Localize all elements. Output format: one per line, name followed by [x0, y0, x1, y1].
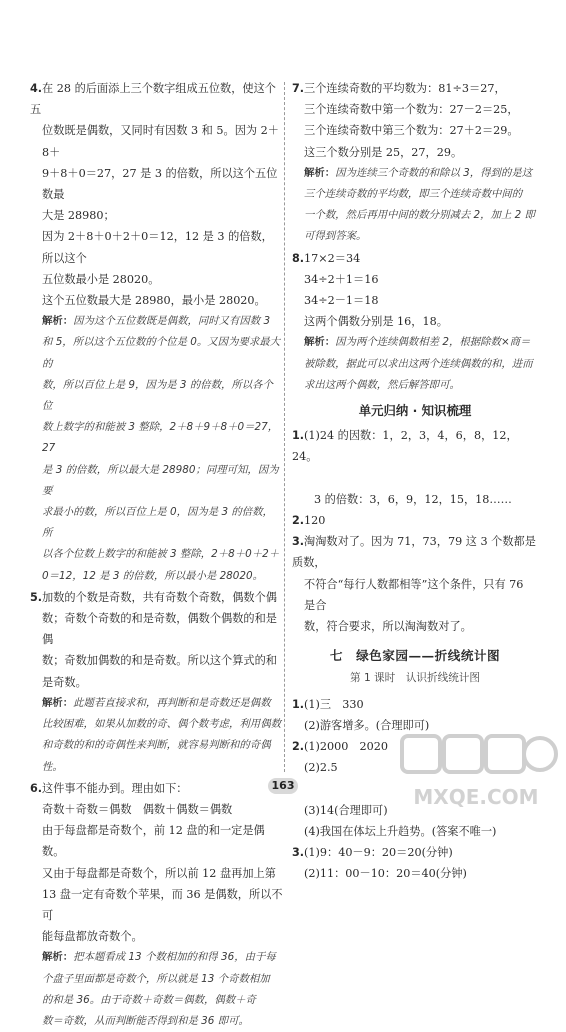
answer-line [292, 142, 538, 163]
line-text: (4)我国在体坛上升趋势。(答案不唯一) [304, 824, 497, 838]
answer-line [30, 269, 283, 290]
line-text: 17×2＝34 [304, 251, 361, 265]
line-text: 是奇数。 [42, 675, 87, 689]
line-text: 把本题看成 13 个数相加的和得 36，由于每 [73, 951, 276, 964]
unit-heading: 单元归纳 · 知识梳理 [358, 403, 472, 419]
line-text: 比较困难，如果从加数的奇、偶个数考虑，利用偶数 [42, 718, 281, 731]
answer-line [30, 226, 283, 268]
answer-line [30, 608, 283, 650]
answer-line [30, 820, 283, 862]
line-text: 这三个数分别是 25，27，29。 [304, 145, 463, 159]
answer-line [30, 650, 283, 671]
line-text: 的和是 36。由于奇数＋奇数＝偶数，偶数＋奇 [42, 993, 256, 1006]
answer-item [30, 778, 283, 799]
line-text: 加数的个数是奇数，共有奇数个奇数，偶数个偶 [42, 590, 277, 604]
analysis-line [30, 566, 283, 587]
answer-line [292, 863, 538, 884]
line-text: 此题若直接求和，再判断和是奇数还是偶数 [73, 696, 271, 709]
item-number: 3. [292, 535, 305, 549]
watermark-logo [394, 730, 560, 816]
line-text: 在 28 的后面添上三个数字组成五位数，使这个五 [30, 82, 276, 117]
line-text: (1)24 的因数：1，2，3，4，6，8，12，24。 [292, 429, 518, 464]
answer-item [292, 694, 538, 715]
analysis-label: 解析： [42, 696, 74, 709]
line-text: 以各个位数上数字的和能被 3 整除，2＋8＋0＋2＋ [42, 548, 280, 561]
line-text: 这个五位数最大是 28980，最小是 28020。 [42, 294, 266, 308]
line-text: 不符合“每行人数都相等”这个条件，只有 76 是合 [304, 577, 524, 612]
answer-item [292, 842, 538, 863]
answer-line [30, 205, 283, 226]
line-text: 可得到答案。 [304, 230, 367, 243]
line-text: 三个连续奇数的平均数，即三个连续奇数中间的 [304, 188, 523, 201]
line-text: 13 盘一定有奇数个苹果，而 36 是偶数，所以不可 [42, 887, 283, 922]
analysis-line [30, 460, 283, 502]
line-text: 又由于每盘都是奇数个，所以前 12 盘再加上第 [42, 866, 276, 880]
line-text: 9＋8＋0＝27，27 是 3 的倍数，所以这个五位数最 [42, 166, 278, 202]
line-text: 三个连续奇数的平均数为：81÷3＝27， [304, 82, 506, 95]
answer-item [30, 587, 283, 608]
line-text: 120 [304, 514, 326, 528]
line-text: (1)9：40－9：20＝20(分钟) [304, 846, 453, 860]
line-text: 因为连续三个奇数的和除以 3，得到的是这 [335, 166, 533, 179]
line-text: 和 5，所以这个五位数的个位是 0。又因为要求最大的 [42, 336, 281, 370]
line-text: (2)游客增多。(合理即可) [304, 718, 430, 732]
line-text: 由于每盘都是奇数个，前 12 盘的和一定是偶数。 [42, 824, 265, 859]
line-text: 数＝奇数，从而判断能否得到和是 36 即可。 [42, 1014, 249, 1027]
analysis-line [30, 990, 283, 1011]
line-text: 求出这两个偶数，然后解答即可。 [304, 378, 460, 391]
analysis-line [30, 544, 283, 565]
analysis-line [30, 693, 283, 714]
line-text: 是 3 的倍数，所以最大是 28980；同理可知，因为要 [42, 463, 279, 497]
analysis-line [292, 163, 538, 184]
analysis-label: 解析： [304, 166, 336, 179]
answer-item [292, 248, 538, 269]
lesson-heading: 第 1 课时 认识折线统计图 [349, 672, 480, 685]
line-text: 个盘子里面都是奇数个，所以就是 13 个奇数相加 [42, 972, 270, 985]
answer-line [30, 672, 283, 693]
answer-line [292, 311, 538, 332]
analysis-line [292, 184, 538, 205]
analysis-label: 解析： [42, 315, 74, 328]
line-text: 和奇数的和的奇偶性来判断，就容易判断和的奇偶性。 [42, 739, 271, 773]
analysis-line [30, 417, 283, 459]
answer-item [30, 78, 283, 120]
line-text: 34÷2＋1＝16 [304, 272, 379, 286]
answer-line [30, 799, 283, 820]
item-number: 1. [292, 429, 305, 443]
line-text: 因为两个连续偶数相差 2，根据除数×商＝ [335, 336, 531, 349]
line-text: 3 的倍数：3，6，9，12，15，18…… [314, 492, 512, 506]
line-text: 奇数＋奇数＝偶数 偶数＋偶数＝偶数 [42, 802, 233, 816]
answer-line [292, 290, 538, 311]
answer-item [292, 510, 538, 531]
line-text: (3)14(合理即可) [304, 803, 388, 817]
line-text: 这两个偶数分别是 16，18。 [304, 315, 448, 329]
analysis-line [292, 205, 538, 226]
analysis-line [30, 969, 283, 990]
line-text: (1)三 330 [304, 697, 364, 711]
answer-line [292, 574, 538, 616]
unit-summary-answers [292, 425, 538, 637]
item-number: 3. [292, 846, 305, 860]
line-text: 三个连续奇数中第一个数为：27－2＝25， [304, 103, 519, 117]
line-text: (1)2000 2020 [304, 740, 389, 754]
answer-line [30, 120, 283, 162]
watermark-text: MXQE.COM [413, 785, 539, 809]
page-number: 163 [268, 778, 298, 794]
answer-line [292, 99, 538, 120]
analysis-line [292, 226, 538, 247]
line-text: 大是 28980； [42, 209, 115, 223]
answer-item [292, 78, 538, 99]
item-number: 7. [292, 82, 305, 95]
line-text: 34÷2－1＝18 [304, 294, 379, 308]
line-text: 位数既是偶数，又同时有因数 3 和 5。因为 2＋8＋ [42, 124, 279, 159]
line-text: 能每盘都放奇数个。 [42, 930, 143, 944]
line-text: (2)11：00－10：20＝40(分钟) [304, 867, 467, 881]
answer-line [292, 616, 538, 637]
analysis-line [30, 332, 283, 374]
answer-line [292, 489, 538, 510]
line-text: 数，所以百位上是 9，因为是 3 的倍数，所以各个位 [42, 378, 273, 413]
analysis-label: 解析： [42, 951, 74, 964]
item-number: 1. [292, 697, 305, 711]
analysis-line [292, 375, 538, 396]
answer-line [30, 863, 283, 884]
answer-item [292, 425, 538, 467]
analysis-line [292, 354, 538, 375]
item-number: 2. [292, 514, 305, 528]
line-text: 五位数最小是 28020。 [42, 272, 160, 286]
column-divider [284, 82, 285, 772]
line-text: 数；奇数加偶数的和是奇数。所以这个算式的和 [42, 654, 277, 668]
item-number: 8. [292, 251, 305, 265]
analysis-line [30, 502, 283, 544]
analysis-label: 解析： [304, 336, 336, 349]
answer-line [30, 290, 283, 311]
answer-item [292, 531, 538, 573]
line-text: 因为这个五位数既是偶数，同时又有因数 3 [73, 315, 271, 328]
analysis-line [30, 947, 283, 968]
line-text: 三个连续奇数中第三个数为：27＋2＝29。 [304, 124, 519, 138]
analysis-line [30, 714, 283, 735]
line-text: 淘淘数对了。因为 71，73，79 这 3 个数都是质数， [292, 535, 536, 570]
analysis-line [30, 375, 283, 417]
answer-line [292, 468, 538, 489]
answer-line [292, 269, 538, 290]
item-number: 6. [30, 781, 43, 795]
left-column [30, 78, 283, 1032]
line-text: 被除数，据此可以求出这两个连续偶数的和，进而 [304, 357, 533, 370]
analysis-line [30, 311, 283, 332]
line-text: 数；奇数个奇数的和是奇数，偶数个偶数的和是偶 [42, 612, 277, 647]
answer-line [30, 926, 283, 947]
answer-line [30, 884, 283, 926]
answer-line [292, 120, 538, 141]
answer-line [292, 821, 538, 842]
line-text: 因为 2＋8＋0＋2＋0＝12，12 是 3 的倍数，所以这个 [42, 230, 273, 265]
line-text: (2)2.5 [304, 761, 338, 775]
analysis-line [30, 1011, 283, 1032]
answer-line [30, 163, 283, 205]
chapter-heading: 七 绿色家园——折线统计图 [329, 648, 501, 664]
line-text: 数上数字的和能被 3 整除，2＋8＋9＋8＋0＝27，27 [42, 421, 279, 455]
analysis-line [292, 332, 538, 353]
item-number: 2. [292, 740, 305, 754]
line-text: 数，符合要求，所以淘淘数对了。 [304, 620, 472, 634]
answers-7-8 [292, 78, 538, 396]
line-text: 求最小的数，所以百位上是 0，因为是 3 的倍数，所 [42, 506, 273, 540]
item-number: 5. [30, 590, 43, 604]
item-number: 4. [30, 82, 43, 95]
analysis-line [30, 735, 283, 777]
line-text: 这件事不能办到。理由如下： [42, 781, 188, 795]
line-text: 一个数，然后再用中间的数分别减去 2，加上 2 即 [304, 209, 535, 222]
line-text: 0＝12，12 是 3 的倍数，所以最小是 28020。 [42, 569, 264, 582]
